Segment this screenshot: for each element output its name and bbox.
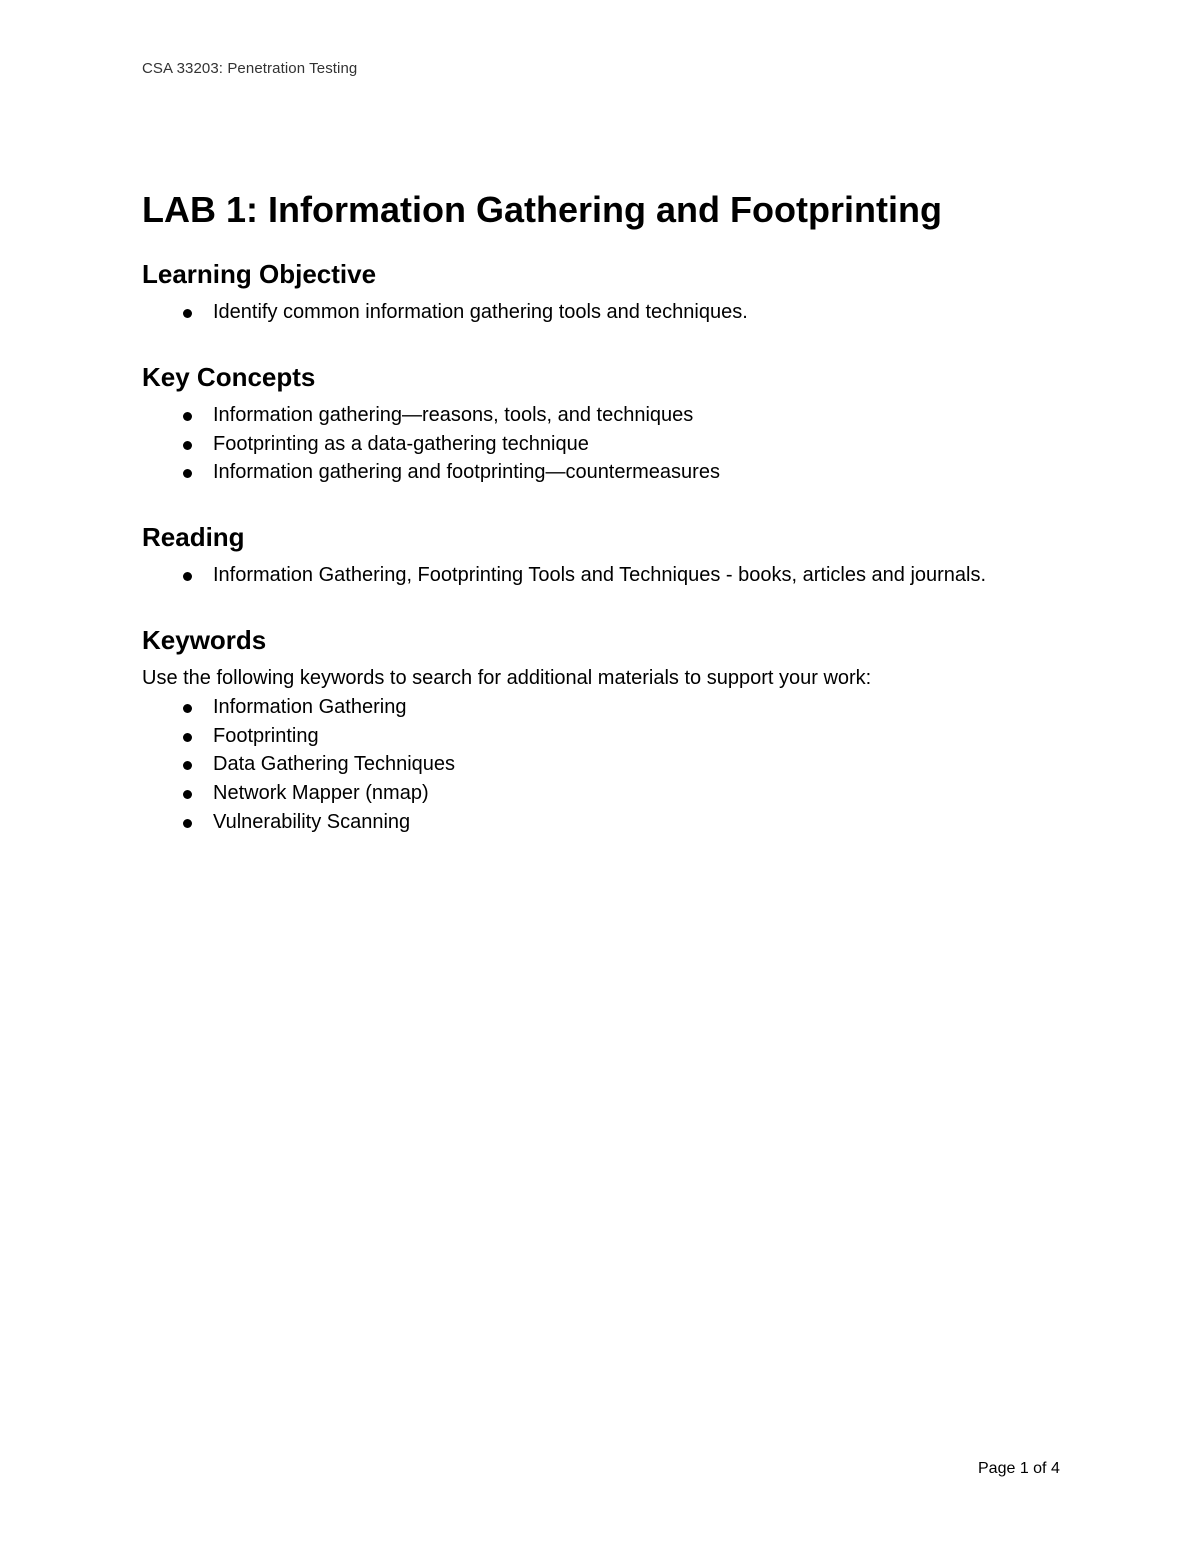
list-item-text: Identify common information gathering tools and techniques.: [213, 301, 748, 323]
bullet-icon: [183, 733, 192, 742]
keywords-list: [142, 693, 1102, 837]
list-item-text: Footprinting: [213, 724, 319, 747]
page-number: Page 1 of 4: [978, 1460, 1060, 1477]
bullet-icon: [183, 704, 192, 713]
bullet-icon: [183, 572, 192, 581]
section-heading-key-concepts: Key Concepts: [142, 361, 316, 392]
list-item-text: Information Gathering: [213, 695, 407, 718]
page-header: CSA 33203: Penetration Testing: [142, 60, 358, 77]
list-item-text: Information gathering—reasons, tools, and techniques: [213, 403, 694, 426]
bullet-icon: [183, 819, 192, 828]
list-item: [142, 458, 1102, 487]
list-item: [142, 750, 1102, 779]
section-heading-learning-objective: Learning Objective: [142, 259, 377, 289]
bullet-icon: [183, 761, 192, 770]
list-item: [142, 401, 1102, 430]
bullet-icon: [183, 441, 192, 450]
list-item: [142, 722, 1102, 751]
list-item-text: Information Gathering, Footprinting Tools and Techniques - books, articles and journals.: [213, 564, 987, 587]
document-title: LAB 1: Information Gathering and Footprinting: [142, 189, 942, 230]
list-item-text: Network Mapper (nmap): [213, 782, 429, 805]
key-concepts-list: [142, 401, 1102, 487]
reading-list: [142, 561, 1102, 590]
bullet-icon: [183, 309, 192, 318]
list-item: [142, 779, 1102, 808]
bullet-icon: [183, 412, 192, 421]
bullet-icon: [183, 790, 192, 799]
document-body: [142, 188, 1102, 837]
list-item-text: Information gathering and footprinting—countermeasures: [213, 461, 720, 484]
keywords-intro-text: Use the following keywords to search for additional materials to support your work:: [142, 666, 872, 689]
list-item-text: Footprinting as a data-gathering technique: [213, 432, 589, 455]
list-item-text: Data Gathering Techniques: [213, 753, 456, 776]
bullet-icon: [183, 469, 192, 478]
list-item: [142, 808, 1102, 837]
list-item: [142, 430, 1102, 459]
list-item: [142, 693, 1102, 722]
list-item: [142, 561, 1102, 590]
section-heading-keywords: Keywords: [142, 624, 267, 655]
list-item-text: Vulnerability Scanning: [213, 810, 411, 833]
section-heading-reading: Reading: [142, 522, 245, 553]
learning-objective-list: [142, 298, 1102, 327]
list-item: [142, 298, 1102, 327]
